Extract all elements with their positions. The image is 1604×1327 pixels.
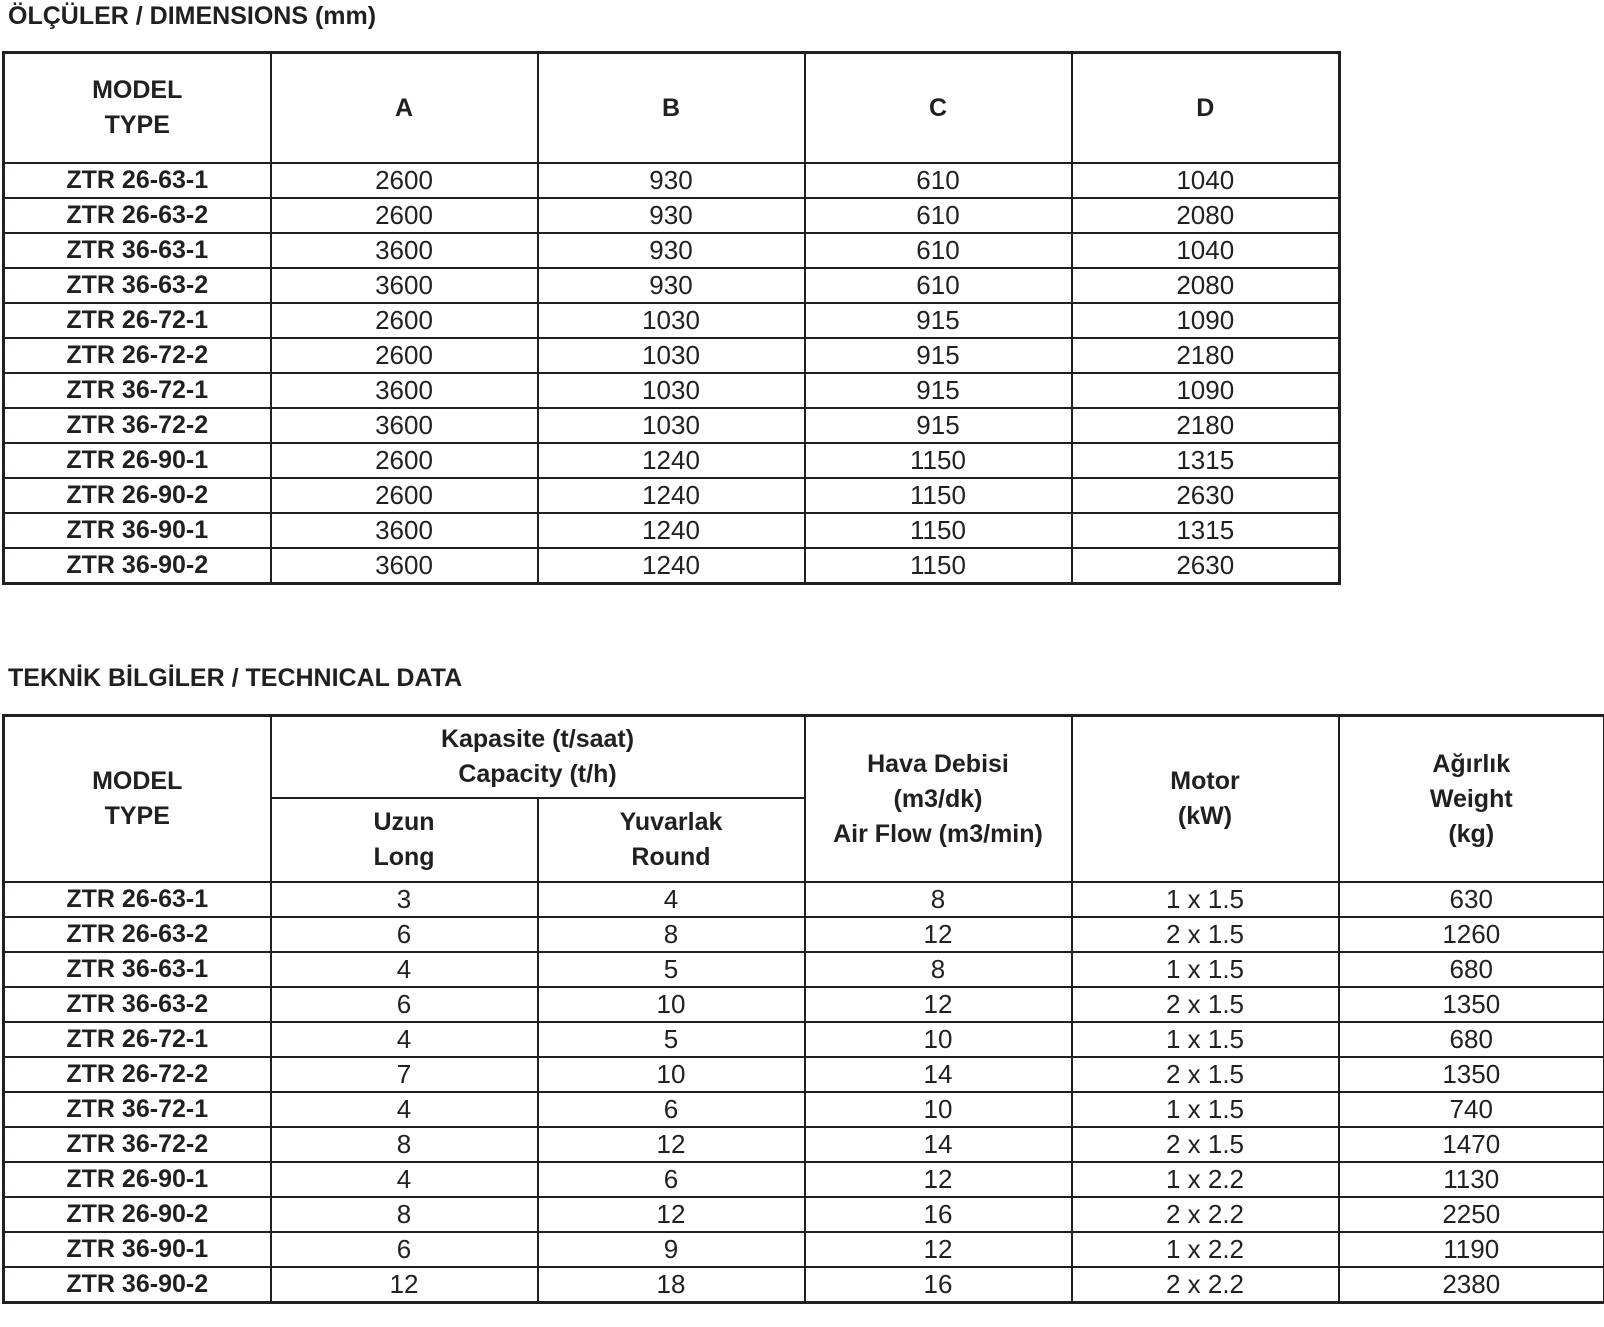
table-row (4, 513, 1340, 548)
value-cell: 2 x 1.5 (1072, 1057, 1339, 1092)
table-row (4, 338, 1340, 373)
header-motor: Motor (kW) (1072, 716, 1339, 883)
value-cell: 1 x 2.2 (1072, 1162, 1339, 1197)
header-weight: Ağırlık Weight (kg) (1339, 716, 1604, 883)
value-cell: 2080 (1072, 198, 1340, 233)
value-cell: 915 (805, 373, 1072, 408)
value-cell: 6 (538, 1092, 805, 1127)
value-cell: 12 (805, 917, 1072, 952)
value-cell: 4 (271, 1092, 538, 1127)
value-cell: 2630 (1072, 478, 1340, 513)
table-row (4, 1197, 1604, 1232)
header-model-type: MODEL TYPE (4, 716, 271, 883)
value-cell: 8 (805, 952, 1072, 987)
model-cell: ZTR 26-72-1 (4, 303, 271, 338)
value-cell: 740 (1339, 1092, 1604, 1127)
value-cell: 610 (805, 268, 1072, 303)
value-cell: 930 (538, 233, 805, 268)
value-cell: 8 (271, 1127, 538, 1162)
value-cell: 8 (538, 917, 805, 952)
table-row (4, 268, 1340, 303)
table-row (4, 408, 1340, 443)
table-row (4, 1022, 1604, 1057)
value-cell: 1190 (1339, 1232, 1604, 1267)
table-row (4, 917, 1604, 952)
table-row (4, 163, 1340, 198)
model-cell: ZTR 26-63-1 (4, 163, 271, 198)
table-row (4, 952, 1604, 987)
value-cell: 8 (805, 882, 1072, 917)
value-cell: 610 (805, 163, 1072, 198)
value-cell: 2600 (271, 303, 538, 338)
model-cell: ZTR 36-90-2 (4, 1267, 271, 1303)
technical-data-table-body (4, 882, 1604, 1303)
technical-header-row (4, 716, 1604, 799)
value-cell: 2250 (1339, 1197, 1604, 1232)
value-cell: 930 (538, 268, 805, 303)
table-row (4, 233, 1340, 268)
value-cell: 2380 (1339, 1267, 1604, 1303)
value-cell: 1030 (538, 303, 805, 338)
table-row (4, 1267, 1604, 1303)
value-cell: 12 (271, 1267, 538, 1303)
model-cell: ZTR 36-63-1 (4, 952, 271, 987)
value-cell: 1030 (538, 408, 805, 443)
header-c: C (805, 53, 1072, 164)
value-cell: 9 (538, 1232, 805, 1267)
dimensions-header-row (4, 53, 1340, 164)
model-cell: ZTR 26-90-1 (4, 1162, 271, 1197)
value-cell: 2180 (1072, 338, 1340, 373)
model-cell: ZTR 36-90-2 (4, 548, 271, 584)
value-cell: 4 (271, 1022, 538, 1057)
model-cell: ZTR 36-90-1 (4, 513, 271, 548)
value-cell: 10 (805, 1092, 1072, 1127)
model-cell: ZTR 26-72-2 (4, 1057, 271, 1092)
model-cell: ZTR 26-63-2 (4, 198, 271, 233)
value-cell: 930 (538, 163, 805, 198)
value-cell: 630 (1339, 882, 1604, 917)
value-cell: 915 (805, 338, 1072, 373)
header-air-flow: Hava Debisi (m3/dk) Air Flow (m3/min) (805, 716, 1072, 883)
dimensions-table-body (4, 163, 1340, 584)
value-cell: 1470 (1339, 1127, 1604, 1162)
value-cell: 18 (538, 1267, 805, 1303)
value-cell: 1150 (805, 548, 1072, 584)
value-cell: 1090 (1072, 303, 1340, 338)
value-cell: 1150 (805, 513, 1072, 548)
value-cell: 2 x 2.2 (1072, 1197, 1339, 1232)
technical-data-table (2, 714, 1604, 1304)
model-cell: ZTR 26-72-2 (4, 338, 271, 373)
model-cell: ZTR 36-90-1 (4, 1232, 271, 1267)
value-cell: 5 (538, 1022, 805, 1057)
value-cell: 1150 (805, 478, 1072, 513)
value-cell: 1240 (538, 548, 805, 584)
value-cell: 930 (538, 198, 805, 233)
model-cell: ZTR 36-72-1 (4, 373, 271, 408)
value-cell: 3600 (271, 408, 538, 443)
table-row (4, 373, 1340, 408)
value-cell: 12 (805, 1162, 1072, 1197)
table-row (4, 1092, 1604, 1127)
table-row (4, 1162, 1604, 1197)
table-row (4, 548, 1340, 584)
value-cell: 14 (805, 1127, 1072, 1162)
value-cell: 6 (538, 1162, 805, 1197)
value-cell: 2630 (1072, 548, 1340, 584)
value-cell: 16 (805, 1197, 1072, 1232)
dimensions-title: ÖLÇÜLER / DIMENSIONS (mm) (8, 2, 377, 30)
value-cell: 1240 (538, 443, 805, 478)
value-cell: 3600 (271, 513, 538, 548)
model-cell: ZTR 26-72-1 (4, 1022, 271, 1057)
table-row (4, 882, 1604, 917)
model-cell: ZTR 26-90-1 (4, 443, 271, 478)
value-cell: 1040 (1072, 163, 1340, 198)
value-cell: 6 (271, 1232, 538, 1267)
dimensions-table (2, 51, 1341, 585)
value-cell: 2 x 1.5 (1072, 917, 1339, 952)
value-cell: 2600 (271, 198, 538, 233)
value-cell: 3600 (271, 233, 538, 268)
value-cell: 3600 (271, 373, 538, 408)
value-cell: 2 x 1.5 (1072, 1127, 1339, 1162)
value-cell: 4 (271, 952, 538, 987)
value-cell: 3600 (271, 548, 538, 584)
value-cell: 6 (271, 917, 538, 952)
value-cell: 680 (1339, 952, 1604, 987)
value-cell: 12 (538, 1197, 805, 1232)
value-cell: 10 (538, 1057, 805, 1092)
table-row (4, 1232, 1604, 1267)
value-cell: 1240 (538, 478, 805, 513)
model-cell: ZTR 36-72-2 (4, 408, 271, 443)
header-d: D (1072, 53, 1340, 164)
value-cell: 1350 (1339, 1057, 1604, 1092)
header-model-type: MODEL TYPE (4, 53, 271, 164)
value-cell: 12 (805, 987, 1072, 1022)
value-cell: 1350 (1339, 987, 1604, 1022)
value-cell: 1260 (1339, 917, 1604, 952)
value-cell: 10 (538, 987, 805, 1022)
value-cell: 1315 (1072, 513, 1340, 548)
table-row (4, 443, 1340, 478)
header-capacity-long: Uzun Long (271, 798, 538, 882)
table-row (4, 478, 1340, 513)
value-cell: 1040 (1072, 233, 1340, 268)
value-cell: 1 x 1.5 (1072, 882, 1339, 917)
table-row (4, 198, 1340, 233)
model-cell: ZTR 26-90-2 (4, 1197, 271, 1232)
value-cell: 14 (805, 1057, 1072, 1092)
value-cell: 2600 (271, 478, 538, 513)
value-cell: 1 x 1.5 (1072, 952, 1339, 987)
value-cell: 3 (271, 882, 538, 917)
header-capacity: Kapasite (t/saat) Capacity (t/h) (271, 716, 805, 799)
table-row (4, 987, 1604, 1022)
table-row (4, 1057, 1604, 1092)
value-cell: 2 x 1.5 (1072, 987, 1339, 1022)
model-cell: ZTR 26-90-2 (4, 478, 271, 513)
value-cell: 1 x 1.5 (1072, 1022, 1339, 1057)
value-cell: 1240 (538, 513, 805, 548)
value-cell: 1090 (1072, 373, 1340, 408)
value-cell: 610 (805, 198, 1072, 233)
value-cell: 1 x 2.2 (1072, 1232, 1339, 1267)
header-b: B (538, 53, 805, 164)
value-cell: 12 (805, 1232, 1072, 1267)
value-cell: 3600 (271, 268, 538, 303)
value-cell: 1 x 1.5 (1072, 1092, 1339, 1127)
value-cell: 10 (805, 1022, 1072, 1057)
header-a: A (271, 53, 538, 164)
value-cell: 4 (271, 1162, 538, 1197)
model-cell: ZTR 36-72-2 (4, 1127, 271, 1162)
value-cell: 6 (271, 987, 538, 1022)
value-cell: 5 (538, 952, 805, 987)
table-row (4, 1127, 1604, 1162)
value-cell: 915 (805, 303, 1072, 338)
value-cell: 2080 (1072, 268, 1340, 303)
value-cell: 1130 (1339, 1162, 1604, 1197)
value-cell: 2 x 2.2 (1072, 1267, 1339, 1303)
model-cell: ZTR 36-72-1 (4, 1092, 271, 1127)
value-cell: 8 (271, 1197, 538, 1232)
header-capacity-round: Yuvarlak Round (538, 798, 805, 882)
value-cell: 2600 (271, 338, 538, 373)
value-cell: 1315 (1072, 443, 1340, 478)
value-cell: 680 (1339, 1022, 1604, 1057)
value-cell: 4 (538, 882, 805, 917)
value-cell: 12 (538, 1127, 805, 1162)
value-cell: 1030 (538, 373, 805, 408)
model-cell: ZTR 26-63-1 (4, 882, 271, 917)
technical-data-title: TEKNİK BİLGİLER / TECHNICAL DATA (8, 664, 463, 692)
model-cell: ZTR 36-63-1 (4, 233, 271, 268)
value-cell: 2600 (271, 443, 538, 478)
value-cell: 1150 (805, 443, 1072, 478)
value-cell: 2600 (271, 163, 538, 198)
value-cell: 2180 (1072, 408, 1340, 443)
value-cell: 7 (271, 1057, 538, 1092)
model-cell: ZTR 26-63-2 (4, 917, 271, 952)
value-cell: 915 (805, 408, 1072, 443)
table-row (4, 303, 1340, 338)
model-cell: ZTR 36-63-2 (4, 268, 271, 303)
model-cell: ZTR 36-63-2 (4, 987, 271, 1022)
value-cell: 16 (805, 1267, 1072, 1303)
value-cell: 610 (805, 233, 1072, 268)
value-cell: 1030 (538, 338, 805, 373)
